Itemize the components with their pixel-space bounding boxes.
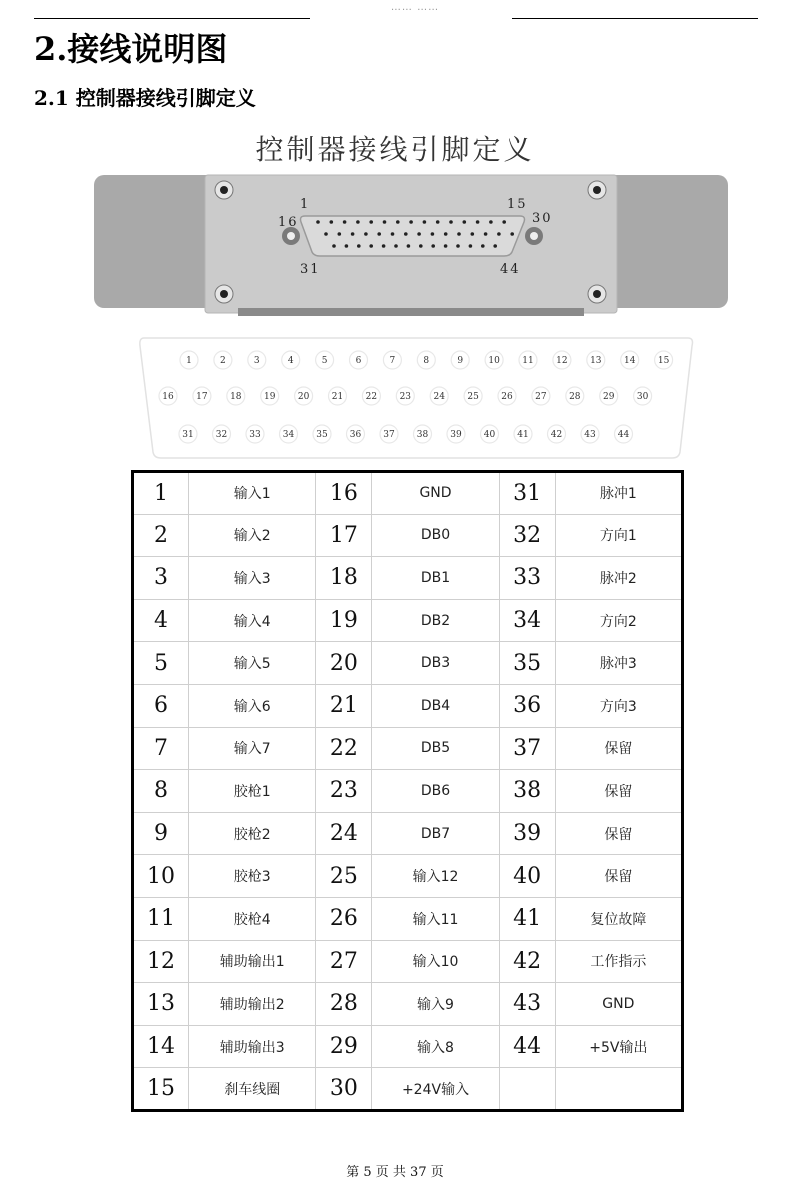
pin-hole: [497, 232, 501, 236]
pin-number-cell: 1: [133, 472, 189, 515]
pin-function-cell: 输入4: [189, 599, 316, 642]
pin-number-cell: [499, 1068, 555, 1111]
pin-circle: [532, 387, 550, 405]
pin-function-cell: +5V输出: [555, 1025, 682, 1068]
pin-number-cell: 16: [316, 472, 372, 515]
pin-number-label: 7: [389, 356, 396, 366]
pin-number-label: 27: [535, 392, 547, 402]
pin-number-label: 33: [249, 430, 261, 440]
table-row: [133, 812, 683, 855]
pin-circle: [587, 351, 605, 369]
pin-hole: [431, 244, 435, 248]
table-row: [133, 897, 683, 940]
table-row: [133, 514, 683, 557]
pin-circle: [316, 351, 334, 369]
pin-function-cell: 辅助输出3: [189, 1025, 316, 1068]
pin-circle: [634, 387, 652, 405]
table-row: [133, 642, 683, 685]
pin-number-label: 14: [623, 356, 636, 366]
pin-hole: [316, 220, 320, 224]
pin-circle: [621, 351, 639, 369]
pin-hole: [444, 232, 448, 236]
pin-function-cell: DB0: [372, 514, 499, 557]
pin-label-44: 44: [500, 262, 521, 277]
pin-hole: [476, 220, 480, 224]
screw-icon: [215, 181, 233, 199]
pin-hole: [493, 244, 497, 248]
screw-icon: [215, 285, 233, 303]
pin-circle: [566, 387, 584, 405]
pin-function-cell: 输入10: [372, 940, 499, 983]
pin-circle: [396, 387, 414, 405]
pin-number-label: 40: [483, 430, 496, 440]
pin-function-cell: 方向2: [555, 599, 682, 642]
pin-number-cell: 24: [316, 812, 372, 855]
pin-function-cell: DB3: [372, 642, 499, 685]
pin-circle: [447, 425, 465, 443]
pin-hole: [369, 220, 373, 224]
pin-function-cell: 工作指示: [555, 940, 682, 983]
pin-hole: [330, 220, 334, 224]
pin-circle: [464, 387, 482, 405]
pin-number-cell: 13: [133, 983, 189, 1026]
section-heading: 2.接线说明图: [34, 30, 228, 68]
pin-circle: [282, 351, 300, 369]
pin-circle: [280, 425, 298, 443]
pin-hole: [419, 244, 423, 248]
pin-label-16: 16: [278, 215, 299, 230]
pin-function-cell: [555, 1068, 682, 1111]
pin-number-cell: 19: [316, 599, 372, 642]
pin-function-cell: 输入6: [189, 684, 316, 727]
hex-post-icon: [525, 227, 543, 245]
pin-circle: [261, 387, 279, 405]
pin-circle: [295, 387, 313, 405]
pin-circle: [615, 425, 633, 443]
pin-number-cell: 10: [133, 855, 189, 898]
pin-number-label: 42: [550, 430, 563, 440]
pin-circle: [214, 351, 232, 369]
subsection-heading: 2.1 控制器接线引脚定义: [34, 86, 256, 110]
pin-function-cell: 输入11: [372, 897, 499, 940]
pin-number-label: 10: [488, 356, 500, 366]
pin-number-label: 25: [467, 392, 479, 402]
pin-function-cell: 胶枪4: [189, 897, 316, 940]
table-row: [133, 940, 683, 983]
pin-function-cell: 复位故障: [555, 897, 682, 940]
pin-hole: [343, 220, 347, 224]
pin-function-cell: 输入2: [189, 514, 316, 557]
pin-function-cell: 保留: [555, 770, 682, 813]
pin-number-label: 41: [517, 430, 529, 440]
pin-number-label: 5: [321, 356, 328, 366]
pin-number-cell: 35: [499, 642, 555, 685]
pin-hole: [356, 220, 360, 224]
pin-number-label: 17: [196, 392, 208, 402]
pin-number-label: 31: [182, 430, 194, 440]
pin-circle: [548, 425, 566, 443]
pin-number-cell: 30: [316, 1068, 372, 1111]
pin-number-cell: 27: [316, 940, 372, 983]
pin-function-cell: GND: [555, 983, 682, 1026]
pin-hole: [456, 244, 460, 248]
pin-number-cell: 43: [499, 983, 555, 1026]
pin-number-cell: 32: [499, 514, 555, 557]
pin-circle: [246, 425, 264, 443]
pin-number-cell: 20: [316, 642, 372, 685]
pin-number-cell: 15: [133, 1068, 189, 1111]
pin-number-label: 19: [263, 392, 276, 402]
pin-function-cell: DB5: [372, 727, 499, 770]
pin-circle: [600, 387, 618, 405]
pin-number-label: 44: [617, 430, 630, 440]
pin-function-cell: DB2: [372, 599, 499, 642]
pin-function-cell: 保留: [555, 855, 682, 898]
connector-figure: [0, 0, 790, 470]
pin-number-cell: 14: [133, 1025, 189, 1068]
pin-number-cell: 39: [499, 812, 555, 855]
pin-hole: [332, 244, 336, 248]
pin-hole: [324, 232, 328, 236]
pin-number-label: 32: [215, 430, 228, 440]
pin-hole: [404, 232, 408, 236]
pin-circle: [380, 425, 398, 443]
pin-circle: [362, 387, 380, 405]
table-row: [133, 557, 683, 600]
pin-circle: [485, 351, 503, 369]
pin-number-cell: 41: [499, 897, 555, 940]
pin-number-cell: 37: [499, 727, 555, 770]
pin-number-cell: 26: [316, 897, 372, 940]
pin-circle: [498, 387, 516, 405]
pin-hole: [407, 244, 411, 248]
pin-circle: [519, 351, 537, 369]
pin-function-cell: DB7: [372, 812, 499, 855]
pin-label-15: 15: [507, 197, 528, 212]
pin-number-label: 3: [253, 356, 260, 366]
pin-function-cell: GND: [372, 472, 499, 515]
pin-number-label: 23: [399, 392, 412, 402]
pin-number-cell: 29: [316, 1025, 372, 1068]
pin-label-31: 31: [300, 262, 321, 277]
pin-number-label: 12: [556, 356, 568, 366]
pin-circle: [553, 351, 571, 369]
pin-hole: [510, 232, 514, 236]
pin-hole: [471, 232, 475, 236]
pin-number-cell: 25: [316, 855, 372, 898]
pin-circle: [383, 351, 401, 369]
pin-hole: [383, 220, 387, 224]
pin-circle: [347, 425, 365, 443]
pin-number-cell: 4: [133, 599, 189, 642]
pin-number-label: 30: [636, 392, 649, 402]
pin-number-cell: 44: [499, 1025, 555, 1068]
pin-function-cell: 辅助输出1: [189, 940, 316, 983]
pin-function-cell: 保留: [555, 727, 682, 770]
pin-function-cell: +24V输入: [372, 1068, 499, 1111]
pin-circle: [451, 351, 469, 369]
pin-number-label: 39: [450, 430, 462, 440]
pin-hole: [364, 232, 368, 236]
pin-number-cell: 11: [133, 897, 189, 940]
pin-number-label: 1: [186, 356, 192, 366]
table-row: [133, 727, 683, 770]
pin-number-cell: 12: [133, 940, 189, 983]
pin-number-cell: 42: [499, 940, 555, 983]
pin-circle: [481, 425, 499, 443]
pin-number-label: 4: [287, 356, 294, 366]
pin-number-cell: 23: [316, 770, 372, 813]
pin-hole: [394, 244, 398, 248]
pin-number-label: 29: [602, 392, 615, 402]
pin-hole: [469, 244, 473, 248]
pin-number-cell: 3: [133, 557, 189, 600]
pin-number-label: 35: [316, 430, 328, 440]
pin-hole: [382, 244, 386, 248]
screw-icon: [588, 181, 606, 199]
pin-circle: [213, 425, 231, 443]
pin-function-cell: 胶枪3: [189, 855, 316, 898]
pin-number-cell: 31: [499, 472, 555, 515]
pin-circle: [514, 425, 532, 443]
pin-hole: [484, 232, 488, 236]
pin-function-cell: 输入12: [372, 855, 499, 898]
pin-hole: [436, 220, 440, 224]
pin-number-cell: 33: [499, 557, 555, 600]
pin-circle: [179, 425, 197, 443]
pin-hole: [345, 244, 349, 248]
pin-circle: [430, 387, 448, 405]
pin-circle: [414, 425, 432, 443]
pin-hole: [423, 220, 427, 224]
pin-circle: [159, 387, 177, 405]
pin-circle: [350, 351, 368, 369]
pin-function-cell: 输入7: [189, 727, 316, 770]
pin-hole: [396, 220, 400, 224]
table-row: [133, 599, 683, 642]
pin-number-cell: 28: [316, 983, 372, 1026]
pin-function-cell: 刹车线圈: [189, 1068, 316, 1111]
pin-number-label: 13: [590, 356, 602, 366]
pin-number-label: 36: [349, 430, 362, 440]
pin-number-cell: 40: [499, 855, 555, 898]
screw-icon: [588, 285, 606, 303]
pin-function-cell: 输入1: [189, 472, 316, 515]
pin-number-label: 15: [657, 356, 670, 366]
pin-function-cell: 脉冲1: [555, 472, 682, 515]
pin-number-cell: 21: [316, 684, 372, 727]
pin-hole: [377, 232, 381, 236]
table-row: [133, 855, 683, 898]
page-footer: 第 5 页 共 37 页: [346, 1165, 444, 1180]
pin-number-cell: 34: [499, 599, 555, 642]
pin-number-label: 43: [584, 430, 596, 440]
pin-hole: [391, 232, 395, 236]
pin-circle: [581, 425, 599, 443]
pin-function-cell: DB6: [372, 770, 499, 813]
pin-hole: [409, 220, 413, 224]
pin-function-cell: 输入5: [189, 642, 316, 685]
pin-hole: [463, 220, 467, 224]
pin-circle: [329, 387, 347, 405]
pin-function-cell: 脉冲3: [555, 642, 682, 685]
pin-number-cell: 5: [133, 642, 189, 685]
pin-number-cell: 17: [316, 514, 372, 557]
table-row: [133, 770, 683, 813]
pin-circle: [193, 387, 211, 405]
pin-function-cell: 方向3: [555, 684, 682, 727]
pin-hole: [338, 232, 342, 236]
pin-function-cell: 胶枪1: [189, 770, 316, 813]
pin-function-cell: DB1: [372, 557, 499, 600]
pin-number-label: 16: [162, 392, 174, 402]
pin-number-cell: 7: [133, 727, 189, 770]
pin-hole: [489, 220, 493, 224]
connector-plate-shadow: [238, 308, 584, 316]
pin-label-1: 1: [300, 197, 311, 212]
pin-number-label: 8: [423, 356, 430, 366]
pin-number-cell: 18: [316, 557, 372, 600]
pin-number-label: 9: [457, 356, 464, 366]
pin-number-label: 21: [331, 392, 344, 402]
figure-title: 控制器接线引脚定义: [255, 133, 535, 166]
pin-number-label: 11: [522, 356, 534, 366]
pin-function-cell: 输入3: [189, 557, 316, 600]
table-row: [133, 472, 683, 515]
pin-circle: [248, 351, 266, 369]
pin-function-cell: 输入8: [372, 1025, 499, 1068]
pin-function-cell: 输入9: [372, 983, 499, 1026]
pin-number-label: 34: [282, 430, 295, 440]
pin-function-cell: 方向1: [555, 514, 682, 557]
pin-number-label: 2: [220, 356, 226, 366]
table-row: [133, 983, 683, 1026]
pin-number-label: 18: [230, 392, 242, 402]
pin-number-cell: 22: [316, 727, 372, 770]
pin-function-cell: 保留: [555, 812, 682, 855]
pin-hole: [502, 220, 506, 224]
pin-hole: [481, 244, 485, 248]
pin-number-label: 28: [569, 392, 581, 402]
pin-number-cell: 6: [133, 684, 189, 727]
pin-circle: [417, 351, 435, 369]
pin-hole: [449, 220, 453, 224]
pin-number-cell: 2: [133, 514, 189, 557]
table-row: [133, 684, 683, 727]
pin-hole: [369, 244, 373, 248]
header-text: …… ……: [390, 2, 440, 13]
pin-function-cell: 辅助输出2: [189, 983, 316, 1026]
pin-number-label: 37: [383, 430, 395, 440]
pin-number-cell: 8: [133, 770, 189, 813]
pin-number-label: 6: [355, 356, 362, 366]
pin-number-label: 26: [501, 392, 513, 402]
pin-definition-table: [131, 470, 684, 1112]
pin-function-cell: DB4: [372, 684, 499, 727]
pin-circle: [180, 351, 198, 369]
pin-number-label: 22: [365, 392, 378, 402]
pin-circle: [655, 351, 673, 369]
pin-hole: [457, 232, 461, 236]
pin-hole: [444, 244, 448, 248]
pin-function-cell: 脉冲2: [555, 557, 682, 600]
pin-number-cell: 9: [133, 812, 189, 855]
pin-number-label: 38: [416, 430, 429, 440]
pin-hole: [431, 232, 435, 236]
pin-hole: [351, 232, 355, 236]
pin-number-cell: 36: [499, 684, 555, 727]
pin-hole: [417, 232, 421, 236]
table-row: [133, 1068, 683, 1111]
pin-number-label: 24: [433, 392, 445, 402]
pin-function-cell: 胶枪2: [189, 812, 316, 855]
pin-hole: [357, 244, 361, 248]
pin-circle: [313, 425, 331, 443]
pin-number-label: 20: [297, 392, 310, 402]
pin-label-30: 30: [532, 211, 553, 226]
pin-number-cell: 38: [499, 770, 555, 813]
table-row: [133, 1025, 683, 1068]
pin-circle: [227, 387, 245, 405]
